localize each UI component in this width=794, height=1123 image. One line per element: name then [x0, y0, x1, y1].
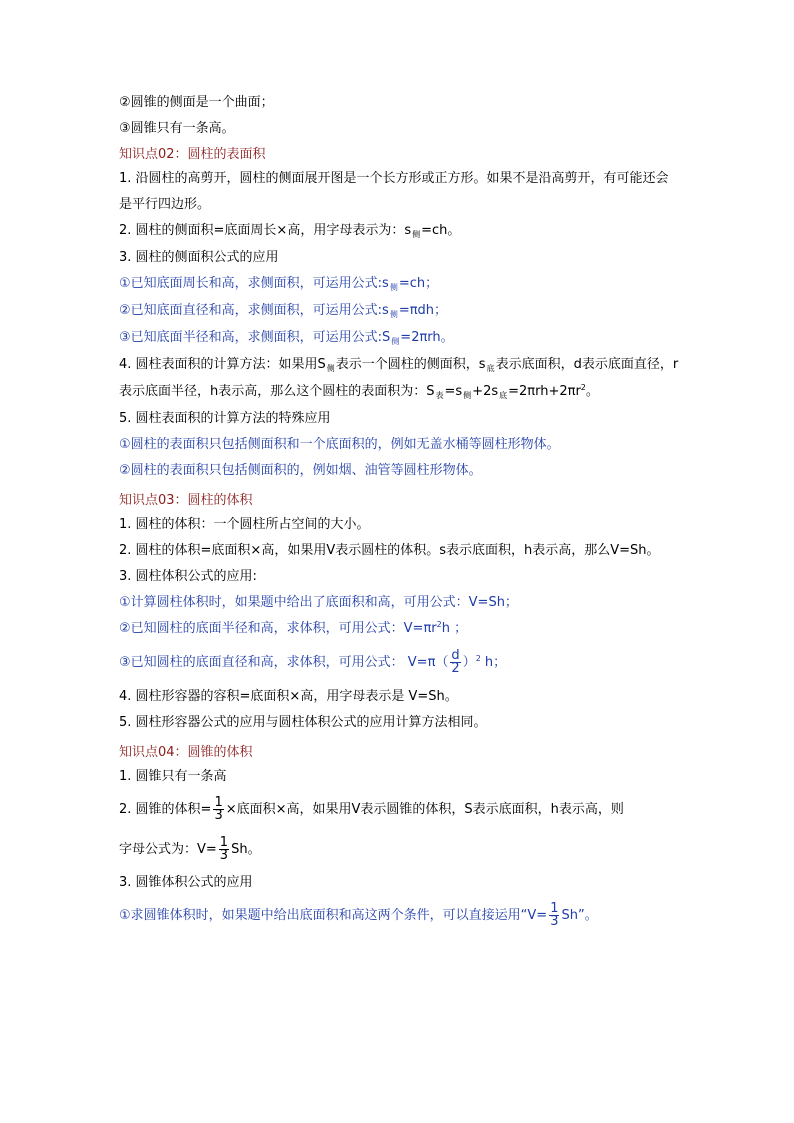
fraction: $\frac{1}{3}$ [214, 795, 223, 823]
text-line: 1. 圆柱的体积：一个圆柱所占空间的大小。 [119, 517, 370, 532]
text-line: ①圆柱的表面积只包括侧面积和一个底面积的，例如无盖水桶等圆柱形物体。 [119, 437, 560, 452]
text-line: ③已知圆柱的底面直径和高，求体积，可用公式： V=π（ $\frac{d}{2}$ ）$^2$ h； [119, 648, 507, 676]
fraction: $\frac{1}{3}$ [219, 835, 229, 863]
text-line: 2. 圆柱的侧面积=底面周长×高，用字母表示为：$s_侧=ch$。 [119, 223, 461, 239]
section-heading-03: 知识点03：圆柱的体积 [119, 493, 253, 508]
text-line: 2. 圆锥的体积= $\frac{1}{3}$ ×底面积×高，如果用V表示圆锥的体积，S表示底面积，h表示高，则 [119, 795, 624, 823]
text-line: ①求圆锥体积时，如果题中给出底面积和高这两个条件，可以直接运用“V= $\frac{1}{3}$ Sh”。 [119, 901, 598, 929]
text-line: 3. 圆柱的侧面积公式的应用 [119, 250, 279, 265]
text-line: 1. 沿圆柱的高剪开，圆柱的侧面展开图是一个长方形或正方形。如果不是沿高剪开，有可能还会是平行四边形。 [119, 171, 669, 212]
text-line: 4. 圆柱形容器的容积=底面积×高，用字母表示是 V=Sh。 [119, 689, 458, 704]
text-line: ②已知底面直径和高，求侧面积，可运用公式$:s_侧=\pi dh$； [119, 303, 448, 319]
document-page [119, 90, 679, 936]
text-line: 3. 圆柱体积公式的应用: [119, 569, 257, 584]
text-line: 1. 圆锥只有一条高 [119, 769, 227, 784]
text-line: 5. 圆柱表面积的计算方法的特殊应用 [119, 411, 331, 426]
fraction: $\frac{1}{3}$ [550, 901, 559, 929]
text-line: 4. 圆柱表面积的计算方法：如果用$S_侧$表示一个圆柱的侧面积，$s_底$表示底面积，d表示底面直径，r表示底面半径，h表示高，那么这个圆柱的表面积为：$S_表=s_侧+2s_底=2\pi rh+2\pi r^2$。 [119, 357, 679, 400]
text-line: 5. 圆柱形容器公式的应用与圆柱体积公式的应用计算方法相同。 [119, 715, 487, 730]
text-line: 2. 圆柱的体积=底面积×高，如果用V表示圆柱的体积。s表示底面积，h表示高，那么V=Sh。 [119, 543, 660, 558]
text-line: ③已知底面半径和高，求侧面积，可运用公式$:S_侧=2\pi rh$。 [119, 330, 454, 346]
text-line: ③圆锥只有一条高。 [119, 121, 235, 136]
text-line: ①已知底面周长和高，求侧面积，可运用公式$:s_侧=ch$； [119, 276, 439, 292]
text-line: ②已知圆柱的底面半径和高，求体积，可用公式：$V=\pi r^2h$ ； [119, 620, 468, 636]
section-heading-02: 知识点02：圆柱的表面积 [119, 147, 266, 162]
fraction: $\frac{d}{2}$ [451, 648, 460, 676]
text-line: 3. 圆锥体积公式的应用 [119, 875, 253, 890]
section-heading-04: 知识点04：圆锥的体积 [119, 745, 253, 760]
text-line: ①计算圆柱体积时，如果题中给出了底面积和高，可用公式：V=Sh； [119, 595, 518, 610]
text-line: 字母公式为：V= $\frac{1}{3}$ Sh。 [119, 835, 261, 863]
text-line: ②圆锥的侧面是一个曲面； [119, 95, 274, 110]
text-line: ②圆柱的表面积只包括侧面积的，例如烟、油管等圆柱形物体。 [119, 463, 482, 478]
